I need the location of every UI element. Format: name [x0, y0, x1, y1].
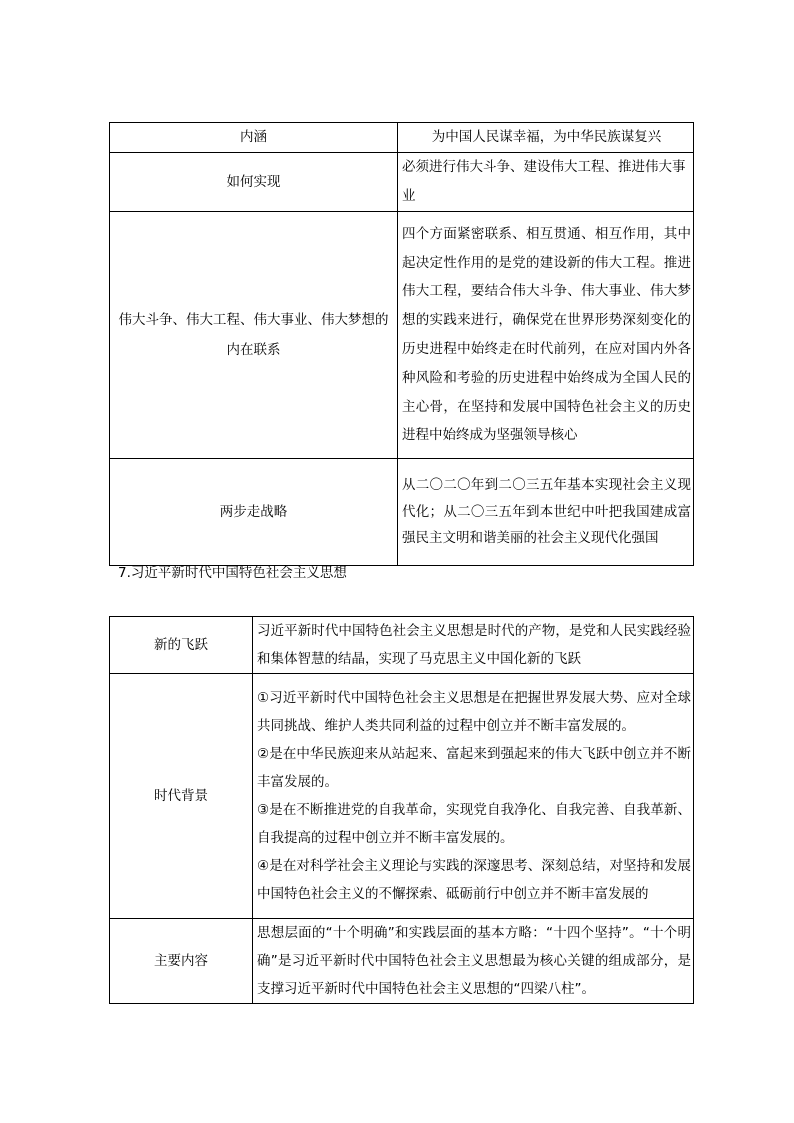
- table-row: [110, 617, 694, 674]
- table-row: [110, 153, 694, 212]
- row-content: [253, 919, 694, 1004]
- table-row: [110, 674, 694, 919]
- paragraph: ①习近平新时代中国特色社会主义思想是在把握世界发展大势、应对全球共同挑战、维护人类共同利益的过程中创立并不断丰富发展的。: [257, 690, 691, 734]
- row-content: 必须进行伟大斗争、建设伟大工程、推进伟大事业: [398, 153, 694, 212]
- row-content: 为中国人民谋幸福，为中华民族谋复兴: [398, 123, 694, 153]
- row-content: 四个方面紧密联系、相互贯通、相互作用，其中起决定性作用的是党的建设新的伟大工程。推进伟大工程，要结合伟大斗争、伟大事业、伟大梦想的实践来进行，确保党在世界形势深刻变化的历史进程中始终走在时代前列，在应对国内外各种风险和考验的历史进程中始终成为全国人民的主心骨，在坚持和发展中国特色社会主义的历史进程中始终成为坚强领导核心: [398, 212, 694, 459]
- paragraph: ④是在对科学社会主义理论与实践的深邃思考、深刻总结，对坚持和发展中国特色社会主义的不懈探索、砥砺前行中创立并不断丰富发展的: [257, 858, 691, 902]
- section-heading: 7.习近平新时代中国特色社会主义思想: [118, 565, 347, 581]
- summary-table: [109, 122, 694, 566]
- thought-table: [109, 616, 694, 1004]
- table-row: [110, 212, 694, 459]
- row-label: 新的飞跃: [110, 617, 253, 674]
- row-label: [110, 212, 398, 459]
- row-label: 时代背景: [110, 674, 253, 919]
- paragraph: 思想层面的“十个明确”和实践层面的基本方略：“十四个坚持”。“十个明确”是习近平新时代中国特色社会主义思想最为核心关键的组成部分，是支撑习近平新时代中国特色社会主义思想的“四梁八柱”。: [257, 925, 691, 997]
- row-label: 内涵: [110, 123, 398, 153]
- paragraph: 习近平新时代中国特色社会主义思想是时代的产物，是党和人民实践经验和集体智慧的结晶，实现了马克思主义中国化新的飞跃: [257, 623, 691, 667]
- row-content: [253, 674, 694, 919]
- table-row: [110, 459, 694, 566]
- row-label-text: 伟大斗争、伟大工程、伟大事业、伟大梦想的内在联系: [118, 312, 389, 358]
- table-row: [110, 919, 694, 1004]
- row-label: 两步走战略: [110, 459, 398, 566]
- table-row: [110, 123, 694, 153]
- paragraph: ③是在不断推进党的自我革命，实现党自我净化、自我完善、自我革新、自我提高的过程中创立并不断丰富发展的。: [257, 802, 691, 846]
- paragraph: ②是在中华民族迎来从站起来、富起来到强起来的伟大飞跃中创立并不断丰富发展的。: [257, 746, 691, 790]
- row-label: 主要内容: [110, 919, 253, 1004]
- row-content: [253, 617, 694, 674]
- row-label: 如何实现: [110, 153, 398, 212]
- row-content: 从二〇二〇年到二〇三五年基本实现社会主义现代化；从二〇三五年到本世纪中叶把我国建成富强民主文明和谐美丽的社会主义现代化强国: [398, 459, 694, 566]
